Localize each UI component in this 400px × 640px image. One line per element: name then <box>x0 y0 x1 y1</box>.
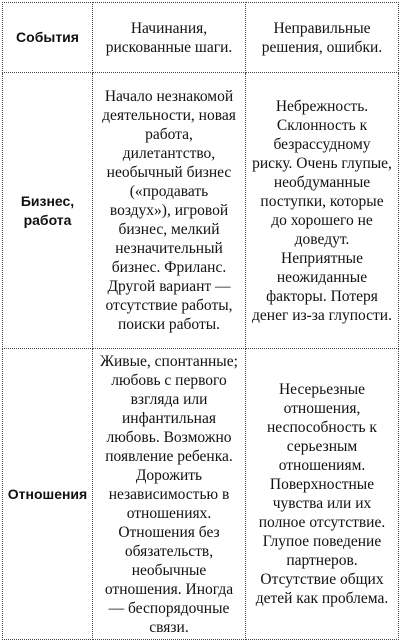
cell-mistakes-business: Небрежность. Склонность к безрассудному риску. Очень глупые, необдуманные поступки, которые до хорошего не доведут. Неприятные неожиданные факторы. Потеря денег из-за глупости. <box>246 73 399 349</box>
table-header-row <box>3 3 399 73</box>
row-category-relationships: Отношения <box>3 349 93 640</box>
header-mistakes: Неправильные решения, ошибки. <box>246 3 399 73</box>
cell-mistakes-relationships: Несерьезные отношения, неспособность к серьезным отношениям. Поверхностные чувства или их полное отсутствие. Глупое поведение партнеров. Отсутствие общих детей как проблема. <box>246 349 399 640</box>
header-events: События <box>3 3 93 73</box>
cell-risky-relationships: Живые, спонтанные; любовь с первого взгляда или инфантильная любовь. Возможно появление ребенка. Дорожить независимостью в отношениях. Отношения без обязательств, необычные отношения. Иногда — беспорядочные связи. <box>93 349 246 640</box>
table-row <box>3 349 399 640</box>
header-risky-steps: Начинания, рискованные шаги. <box>93 3 246 73</box>
table-row <box>3 73 399 349</box>
events-table <box>2 2 399 640</box>
row-category-business: Бизнес, работа <box>3 73 93 349</box>
cell-risky-business: Начало незнакомой деятельности, новая работа, дилетантство, необычный бизнес («продавать воздух»), игровой бизнес, мелкий незначительный бизнес. Фриланс. Другой вариант — отсутствие работы, поиски работы. <box>93 73 246 349</box>
